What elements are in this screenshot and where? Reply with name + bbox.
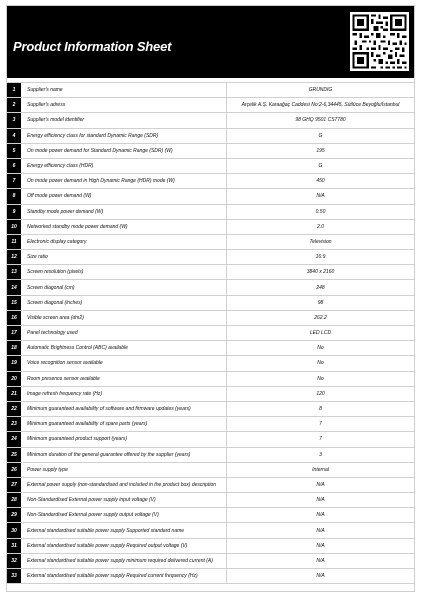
table-row	[7, 98, 414, 113]
row-label: Size ratio	[21, 250, 227, 265]
table-row	[7, 310, 414, 325]
row-label: Non-Standardised External power supply input voltage (V)	[21, 493, 227, 508]
row-number: 30	[7, 523, 21, 538]
table-row	[7, 371, 414, 386]
table-row	[7, 326, 414, 341]
row-value: N/A	[227, 493, 415, 508]
row-number: 19	[7, 356, 21, 371]
row-value: 98	[227, 295, 415, 310]
table-row	[7, 356, 414, 371]
row-value: 16:9	[227, 250, 415, 265]
row-value: G	[227, 128, 415, 143]
table-row	[7, 523, 414, 538]
row-label: Screen diagonal (inches)	[21, 295, 227, 310]
row-number: 2	[7, 98, 21, 113]
row-value: Arçelik A.Ş. Karaağaç Caddesi No:2-6,34445, Sütlüce Beyoğlu/İstanbul	[227, 98, 415, 113]
row-number: 7	[7, 174, 21, 189]
table-row	[7, 219, 414, 234]
table-row	[7, 113, 414, 128]
table-row	[7, 447, 414, 462]
row-label: Visible screen area (dm2)	[21, 310, 227, 325]
table-row	[7, 189, 414, 204]
qr-code-icon	[350, 12, 409, 71]
row-label: Energy efficiency class for standard Dynamic Range (SDR)	[21, 128, 227, 143]
row-label: Image refresh frequency rate (Hz)	[21, 386, 227, 401]
row-number: 20	[7, 371, 21, 386]
table-row	[7, 477, 414, 492]
specification-table	[7, 82, 414, 584]
table-row	[7, 204, 414, 219]
row-value: 98 GHQ 9501 CS7780	[227, 113, 415, 128]
row-number: 1	[7, 83, 21, 98]
row-value: 450	[227, 174, 415, 189]
row-value: N/A	[227, 569, 415, 584]
row-label: Supplier's model identifier	[21, 113, 227, 128]
row-label: Standby mode power demand (W)	[21, 204, 227, 219]
row-label: Power supply type	[21, 462, 227, 477]
row-label: Electronic display category	[21, 234, 227, 249]
row-value: 262.2	[227, 310, 415, 325]
table-row	[7, 158, 414, 173]
table-row	[7, 143, 414, 158]
row-number: 29	[7, 508, 21, 523]
table-row	[7, 295, 414, 310]
row-number: 27	[7, 477, 21, 492]
row-number: 31	[7, 538, 21, 553]
row-value: 3840 x 2160	[227, 265, 415, 280]
row-label: On mode power demand in High Dynamic Range (HDR) mode (W)	[21, 174, 227, 189]
row-label: External standardised suitable power supply Required current frequency (Hz)	[21, 569, 227, 584]
row-number: 10	[7, 219, 21, 234]
row-number: 21	[7, 386, 21, 401]
row-label: Minimum guaranteed availability of spare parts (years)	[21, 417, 227, 432]
row-label: External standardised suitable power supply minimum required delivered current (A)	[21, 553, 227, 568]
row-number: 26	[7, 462, 21, 477]
row-value: LED LCD	[227, 326, 415, 341]
row-label: Networked standby mode power demand (W)	[21, 219, 227, 234]
row-label: Minimum guaranteed availability of software and firmware updates (years)	[21, 401, 227, 416]
row-value: 248	[227, 280, 415, 295]
row-label: External standardised suitable power supply Supported standard name	[21, 523, 227, 538]
table-row	[7, 538, 414, 553]
row-label: On mode power demand for Standard Dynamic Range (SDR) (W)	[21, 143, 227, 158]
row-label: Voice recognition sensor available	[21, 356, 227, 371]
row-label: Supplier's adress	[21, 98, 227, 113]
table-row	[7, 553, 414, 568]
row-number: 15	[7, 295, 21, 310]
row-label: Supplier's name	[21, 83, 227, 98]
row-label: Room presence sensor available	[21, 371, 227, 386]
row-value: No	[227, 341, 415, 356]
table-row	[7, 462, 414, 477]
table-row	[7, 493, 414, 508]
row-number: 4	[7, 128, 21, 143]
row-number: 8	[7, 189, 21, 204]
table-row	[7, 250, 414, 265]
row-value: Television	[227, 234, 415, 249]
row-value: 2.0	[227, 219, 415, 234]
row-number: 22	[7, 401, 21, 416]
row-label: Non-Standardised External power supply output voltage (V)	[21, 508, 227, 523]
table-row	[7, 341, 414, 356]
row-number: 16	[7, 310, 21, 325]
table-row	[7, 432, 414, 447]
row-value: 7	[227, 417, 415, 432]
row-label: Energy efficiency class (HDR)	[21, 158, 227, 173]
row-value: N/A	[227, 477, 415, 492]
table-row	[7, 83, 414, 98]
row-label: External power supply (non-standardised and included in the product box) description	[21, 477, 227, 492]
row-label: Screen diagonal (cm)	[21, 280, 227, 295]
row-number: 28	[7, 493, 21, 508]
table-row	[7, 265, 414, 280]
row-value: 3	[227, 447, 415, 462]
row-number: 9	[7, 204, 21, 219]
row-number: 11	[7, 234, 21, 249]
table-row	[7, 417, 414, 432]
row-value: 195	[227, 143, 415, 158]
row-value: N/A	[227, 523, 415, 538]
row-label: Panel technology used	[21, 326, 227, 341]
row-number: 5	[7, 143, 21, 158]
row-number: 6	[7, 158, 21, 173]
row-number: 17	[7, 326, 21, 341]
row-label: Minimum duration of the general guarantee offered by the supplier (years)	[21, 447, 227, 462]
row-label: Off mode power demand (W)	[21, 189, 227, 204]
row-number: 18	[7, 341, 21, 356]
table-row	[7, 386, 414, 401]
row-value: G	[227, 158, 415, 173]
row-label: Screen resolution (pixels)	[21, 265, 227, 280]
row-value: N/A	[227, 508, 415, 523]
row-number: 24	[7, 432, 21, 447]
table-row	[7, 280, 414, 295]
row-label: External standardised suitable power supply Required output voltage (V)	[21, 538, 227, 553]
row-number: 25	[7, 447, 21, 462]
row-value: 120	[227, 386, 415, 401]
product-information-sheet	[6, 5, 415, 592]
row-number: 12	[7, 250, 21, 265]
table-row	[7, 401, 414, 416]
table-row	[7, 174, 414, 189]
row-number: 13	[7, 265, 21, 280]
row-value: Internal	[227, 462, 415, 477]
row-value: N/A	[227, 538, 415, 553]
row-value: N/A	[227, 189, 415, 204]
row-number: 23	[7, 417, 21, 432]
table-row	[7, 569, 414, 584]
row-label: Automatic Brightness Control (ABC) available	[21, 341, 227, 356]
table-row	[7, 508, 414, 523]
row-value: 8	[227, 401, 415, 416]
row-value: 7	[227, 432, 415, 447]
row-value: No	[227, 356, 415, 371]
row-value: GRUNDIG	[227, 83, 415, 98]
row-number: 3	[7, 113, 21, 128]
row-number: 14	[7, 280, 21, 295]
page-title: Product Information Sheet	[13, 39, 172, 54]
sheet-header	[7, 6, 414, 78]
row-label: Minimum guaranteed product support (years)	[21, 432, 227, 447]
row-value: 0.50	[227, 204, 415, 219]
table-row	[7, 128, 414, 143]
row-value: N/A	[227, 553, 415, 568]
row-number: 32	[7, 553, 21, 568]
row-number: 33	[7, 569, 21, 584]
row-value: No	[227, 371, 415, 386]
table-row	[7, 234, 414, 249]
